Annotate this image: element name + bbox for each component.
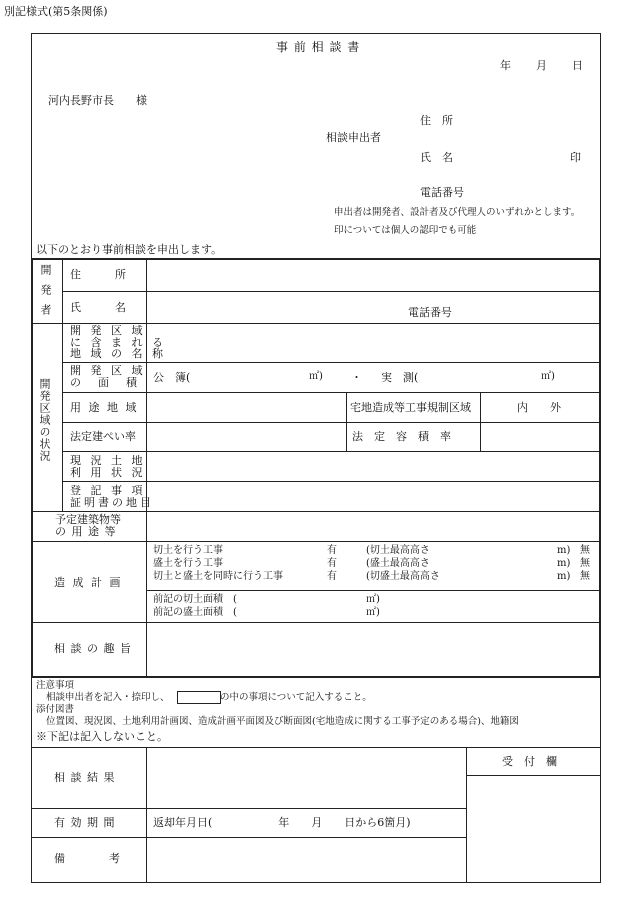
- registry-label: 登 記 事 項 証明書の地目: [70, 484, 154, 509]
- office-note: ※下記は記入しないこと。: [36, 730, 168, 743]
- public-record-unit: ㎡): [309, 371, 323, 382]
- applicant-phone-label: 電話番号: [420, 186, 464, 199]
- date-month: 月: [536, 59, 547, 72]
- grading-unit-3: m): [557, 571, 571, 582]
- survey-unit: ㎡): [541, 371, 555, 382]
- valid-period-text: 返却年月日( 年 月 日から6箇月): [153, 816, 411, 829]
- grading-yes-1: 有: [327, 545, 337, 556]
- fill-area-label: 前記の盛土面積 (: [153, 607, 237, 618]
- area-size-label: 開 発 区 域 の 面 積: [70, 364, 146, 389]
- grading-unit-1: m): [557, 545, 571, 556]
- grading-detail-2: (盛土最高高さ: [366, 558, 430, 569]
- developer-name-label: 氏 名: [70, 301, 130, 314]
- grading-label: 造 成 計 画: [54, 576, 123, 589]
- developer-section-label: 開発者: [39, 264, 52, 324]
- residential-reg-label: 宅地造成等工事規制区域: [350, 401, 471, 414]
- cut-area-label: 前記の切土面積 (: [153, 594, 237, 605]
- land-use-label: 現 況 土 地 利 用 状 況: [70, 454, 146, 479]
- date-year: 年: [500, 59, 511, 72]
- form-title: 事 前 相 談 書: [276, 40, 361, 54]
- cut-area-unit: ㎡): [366, 594, 380, 605]
- building-use-label: 予定建築物等 の 用 途 等: [55, 513, 121, 538]
- public-record-label: 公 簿(: [153, 371, 191, 384]
- grading-yes-3: 有: [327, 571, 337, 582]
- receipt-label: 受 付 欄: [502, 755, 557, 768]
- applicant-address-label: 住 所: [420, 114, 453, 127]
- developer-address-label: 住 所: [70, 268, 130, 281]
- survey-label: 実 測(: [381, 371, 419, 384]
- grading-unit-2: m): [557, 558, 571, 569]
- grading-no-1: 無: [580, 545, 590, 556]
- grading-work-3: 切土と盛土を同時に行う工事: [153, 571, 283, 582]
- applicant-seal: 印: [570, 151, 581, 164]
- applicant-note-2: 印については個人の認印でも可能: [334, 225, 477, 236]
- addressee: 河内長野市長 様: [48, 94, 147, 107]
- notes-title: 注意事項: [36, 680, 75, 691]
- grading-no-2: 無: [580, 558, 590, 569]
- form-number: 別記様式(第5条関係): [4, 5, 108, 18]
- fill-area-unit: ㎡): [366, 607, 380, 618]
- consult-purpose-label: 相 談 の 趣 旨: [54, 642, 132, 655]
- developer-phone-label: 電話番号: [408, 306, 452, 319]
- grading-no-3: 無: [580, 571, 590, 582]
- applicant-label: 相談申出者: [326, 131, 381, 144]
- use-zone-label: 用 途 地 域: [70, 401, 139, 414]
- area-separator: ・: [351, 371, 362, 384]
- attach-title: 添付図書: [36, 704, 75, 715]
- area-section-label: 開発区域の状況: [38, 378, 51, 462]
- applicant-note-1: 申出者は開発者、設計者及び代理人のいずれかとします。: [334, 207, 581, 218]
- attach-list: 位置図、現況図、土地利用計画図、造成計画平面図及び断面図(宅地造成に関する工事予定のある場合)、地籍図: [46, 716, 519, 727]
- in-out-label: 内 外: [517, 401, 561, 414]
- valid-period-label: 有 効 期 間: [54, 816, 116, 829]
- result-label: 相 談 結 果: [54, 771, 116, 784]
- intro-text: 以下のとおり事前相談を申出します。: [36, 243, 223, 256]
- far-label: 法 定 容 積 率: [352, 430, 451, 443]
- date-day: 日: [572, 59, 583, 72]
- applicant-name-label: 氏 名: [420, 151, 453, 164]
- grading-work-2: 盛土を行う工事: [153, 558, 223, 569]
- area-names-label: 開 発 区 域 に 含 ま れ る 地 域 の 名 称: [70, 324, 166, 360]
- entry-box-example: [177, 691, 221, 704]
- remarks-label: 備 考: [54, 852, 120, 865]
- grading-work-1: 切土を行う工事: [153, 545, 223, 556]
- grading-detail-3: (切盛土最高高さ: [366, 571, 440, 582]
- notes-line-1b: の中の事項について記入すること。: [220, 692, 372, 703]
- notes-line-1a: 相談申出者を記入・捺印し、: [46, 692, 170, 703]
- grading-detail-1: (切土最高高さ: [366, 545, 430, 556]
- coverage-label: 法定建ぺい率: [70, 430, 136, 443]
- grading-yes-2: 有: [327, 558, 337, 569]
